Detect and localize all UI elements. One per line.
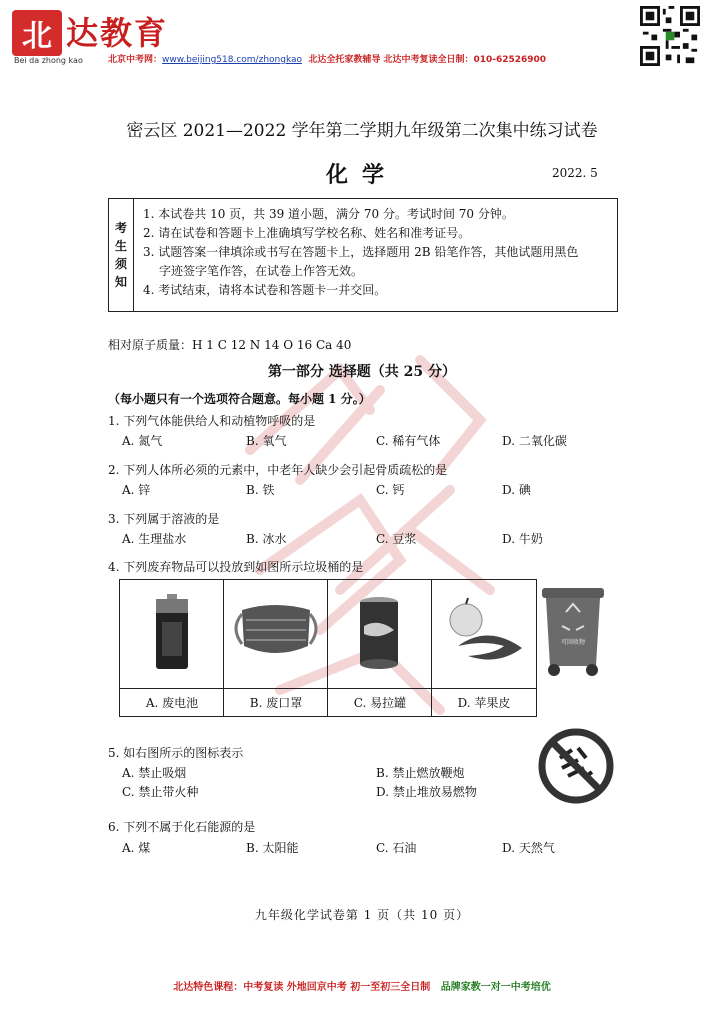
apple-peel-icon (438, 596, 530, 666)
atomic-mass-line: 相对原子质量：H 1 C 12 N 14 O 16 Ca 40 (108, 338, 352, 352)
option: C. 稀有气体 (376, 434, 441, 448)
notice-item: 3. 试题答案一律填涂或书写在答题卡上，选择题用 2B 铅笔作答，其他试题用黑色 (143, 245, 579, 259)
exam-date: 2022. 5 (552, 166, 598, 180)
notice-list (143, 205, 613, 300)
option: D. 碘 (502, 483, 531, 497)
option: C. 石油 (376, 841, 417, 855)
option: B. 废口罩 (249, 696, 303, 710)
notice-item: 4. 考试结束，请将本试卷和答题卡一并交回。 (143, 283, 387, 297)
option: B. 禁止燃放鞭炮 (376, 766, 465, 780)
option: D. 二氧化碳 (502, 434, 567, 448)
option: C. 豆浆 (376, 532, 417, 546)
option: A. 生理盐水 (122, 532, 187, 546)
notice-heading-char: 须 (114, 257, 127, 271)
option: C. 禁止带火种 (122, 785, 199, 799)
subject-title: 化学 (325, 162, 398, 188)
option: B. 铁 (246, 483, 275, 497)
option: C. 易拉罐 (353, 696, 407, 710)
notice-item: 2. 请在试卷和答题卡上准确填写学校名称、姓名和准考证号。 (143, 226, 471, 240)
notice-box (108, 198, 618, 312)
recycle-bin-icon (540, 586, 606, 678)
option: A. 锌 (122, 483, 151, 497)
slogan: 北达全托家教辅导 北达中考复读全日制：010-62526900 (308, 55, 547, 65)
section-title: 第一部分 选择题（共 25 分） (267, 364, 457, 380)
option: D. 禁止堆放易燃物 (376, 785, 477, 799)
option: B. 氧气 (246, 434, 287, 448)
logo-text: 达教育 (66, 14, 169, 52)
notice-item: 1. 本试卷共 10 页，共 39 道小题，满分 70 分。考试时间 70 分钟。 (143, 207, 514, 221)
option: C. 钙 (376, 483, 405, 497)
option: A. 煤 (122, 841, 151, 855)
caption-divider (120, 688, 536, 689)
qr-code-icon (640, 6, 700, 66)
option: A. 禁止吸烟 (122, 766, 187, 780)
option: B. 冰水 (246, 532, 287, 546)
option: A. 废电池 (145, 696, 199, 710)
no-fireworks-sign-icon (538, 728, 614, 804)
notice-heading-char: 生 (114, 239, 127, 253)
logo-mark: 北 (12, 10, 62, 56)
waste-image-table (119, 579, 537, 717)
logo-subtitle: Bei da zhong kao (14, 56, 83, 65)
ad-tutoring: 品牌家教一对一中考培优 (440, 982, 551, 993)
notice-heading (109, 199, 134, 311)
question-stem: 3. 下列属于溶液的是 (108, 512, 220, 526)
site-label: 北京中考网： (108, 55, 163, 65)
exam-title: 密云区 2021—2022 学年第二学期九年级第二次集中练习试卷 (126, 121, 598, 141)
ad-courses: 北达特色课程：中考复读 外地回京中考 初一至初三全日制 (173, 982, 431, 993)
option: D. 天然气 (502, 841, 555, 855)
notice-item: 字迹签字笔作答，在试卷上作答无效。 (159, 264, 364, 278)
question-stem: 5. 如右图所示的图标表示 (108, 746, 244, 760)
notice-heading-char: 考 (114, 221, 127, 235)
battery-icon (156, 594, 188, 670)
can-icon (358, 596, 400, 670)
option: A. 氮气 (122, 434, 163, 448)
question-stem: 6. 下列不属于化石能源的是 (108, 820, 256, 834)
header-contact (108, 52, 546, 65)
site-link[interactable]: www.beijing518.com/zhongkao (162, 55, 303, 65)
notice-heading-char: 知 (114, 275, 127, 289)
option: B. 太阳能 (246, 841, 299, 855)
question-stem: 1. 下列气体能供给人和动植物呼吸的是 (108, 414, 316, 428)
page-footer: 九年级化学试卷第 1 页（共 10 页） (254, 908, 470, 922)
option: D. 牛奶 (502, 532, 543, 546)
instruction: （每小题只有一个选项符合题意。每小题 1 分。） (108, 392, 371, 406)
mask-icon (230, 600, 322, 660)
option: D. 苹果皮 (457, 696, 511, 710)
ad-banner (0, 978, 724, 993)
question-stem: 2. 下列人体所必须的元素中，中老年人缺少会引起骨质疏松的是 (108, 463, 448, 477)
question-stem: 4. 下列废弃物品可以投放到如图所示垃圾桶的是 (108, 560, 364, 574)
bin-label: 可回收物 (560, 639, 586, 646)
